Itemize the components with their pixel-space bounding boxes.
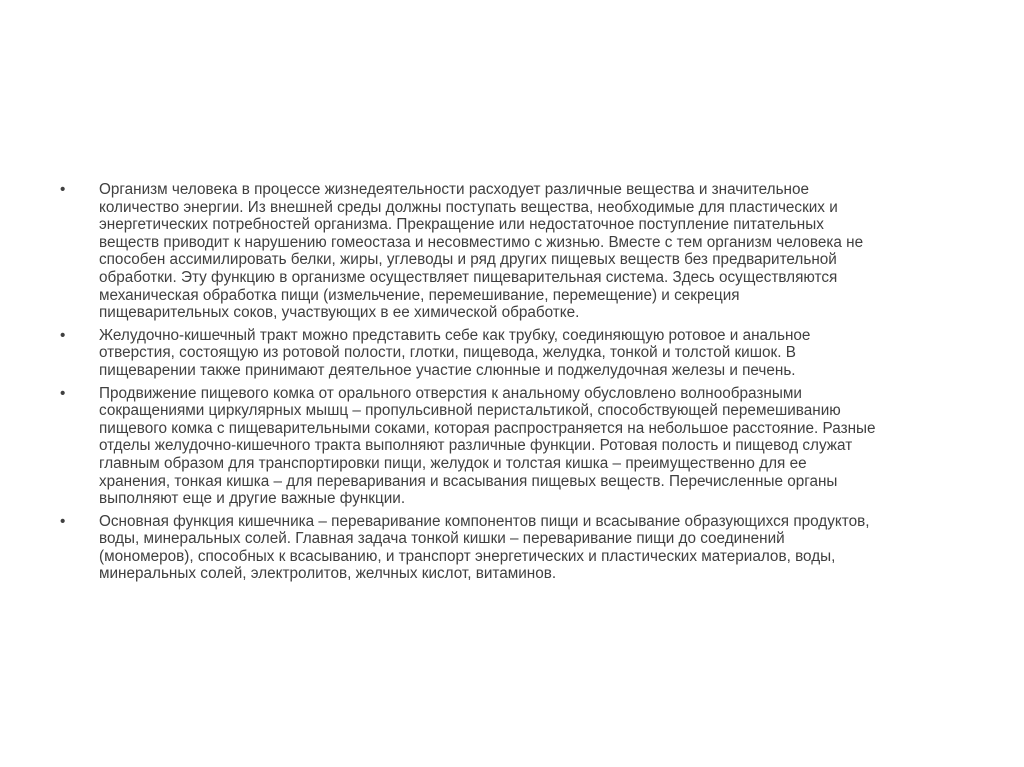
bullet-marker: • (60, 181, 66, 198)
text-line: сокращениями циркулярных мышц – пропульсивной перистальтикой, способствующей перемешиванию (99, 402, 841, 420)
text-line: главным образом для транспортировки пищи, желудок и толстая кишка – преимущественно для ее (99, 454, 807, 472)
text-line: хранения, тонкая кишка – для переваривания и всасывания пищевых веществ. Перечисленные органы (99, 472, 838, 490)
text-line: отверстия, состоящую из ротовой полости, глотки, пищевода, желудка, тонкой и толстой кишок. В (99, 344, 796, 362)
text-line: минеральных солей, электролитов, желчных кислот, витаминов. (99, 565, 557, 583)
bullet-list (60, 181, 970, 588)
paragraph-text (99, 513, 970, 583)
text-line: Продвижение пищевого комка от орального отверстия к анальному обусловлено волнообразными (99, 384, 802, 402)
text-line: пищеварительных соков, участвующих в ее химической обработке. (99, 304, 580, 322)
bullet-item-4 (60, 513, 970, 583)
bullet-marker: • (60, 384, 66, 402)
text-line: энергетических потребностей организма. Прекращение или недостаточное поступление питательных (99, 216, 824, 234)
text-line: Желудочно-кишечный тракт можно представить себе как трубку, соединяющую ротовое и анальное (99, 326, 811, 344)
bullet-item-2 (60, 327, 970, 380)
text-line: отделы желудочно-кишечного тракта выполняют различные функции. Ротовая полость и пищевод служат (99, 437, 853, 455)
text-line: пищеварении также принимают деятельное участие слюнные и поджелудочная железы и печень. (99, 361, 796, 379)
paragraph-text (99, 181, 970, 322)
text-line: количество энергии. Из внешней среды должны поступать вещества, необходимые для пластических и (99, 198, 838, 216)
text-line: обработки. Эту функцию в организме осуществляет пищеварительная система. Здесь осуществляются (99, 268, 838, 286)
text-line: пищевого комка с пищеварительными соками, которая распространяется на небольшое расстояние. Разные (99, 419, 876, 437)
text-line: механическая обработка пищи (измельчение, перемешивание, перемещение) и секреция (99, 286, 740, 304)
bullet-item-1 (60, 181, 970, 322)
text-line: воды, минеральных солей. Главная задача тонкой кишки – переваривание пищи до соединений (99, 530, 785, 548)
text-line: (мономеров), способных к всасыванию, и транспорт энергетических и пластических материалов, воды, (99, 547, 836, 565)
paragraph-text (99, 385, 970, 508)
paragraph-text (99, 327, 970, 380)
text-line: способен ассимилировать белки, жиры, углеводы и ряд других пищевых веществ без предварительной (99, 251, 837, 269)
text-line: Организм человека в процессе жизнедеятельности расходует различные вещества и значительное (99, 181, 810, 198)
bullet-marker: • (60, 512, 66, 530)
bullet-item-3 (60, 385, 970, 508)
text-line: выполняют еще и другие важные функции. (99, 490, 406, 508)
bullet-marker: • (60, 326, 66, 344)
text-line: Основная функция кишечника – переваривание компонентов пищи и всасывание образующихся продуктов, (99, 512, 870, 530)
text-line: веществ приводит к нарушению гомеостаза и несовместимо с жизнью. Вместе с тем организм человека не (99, 233, 864, 251)
